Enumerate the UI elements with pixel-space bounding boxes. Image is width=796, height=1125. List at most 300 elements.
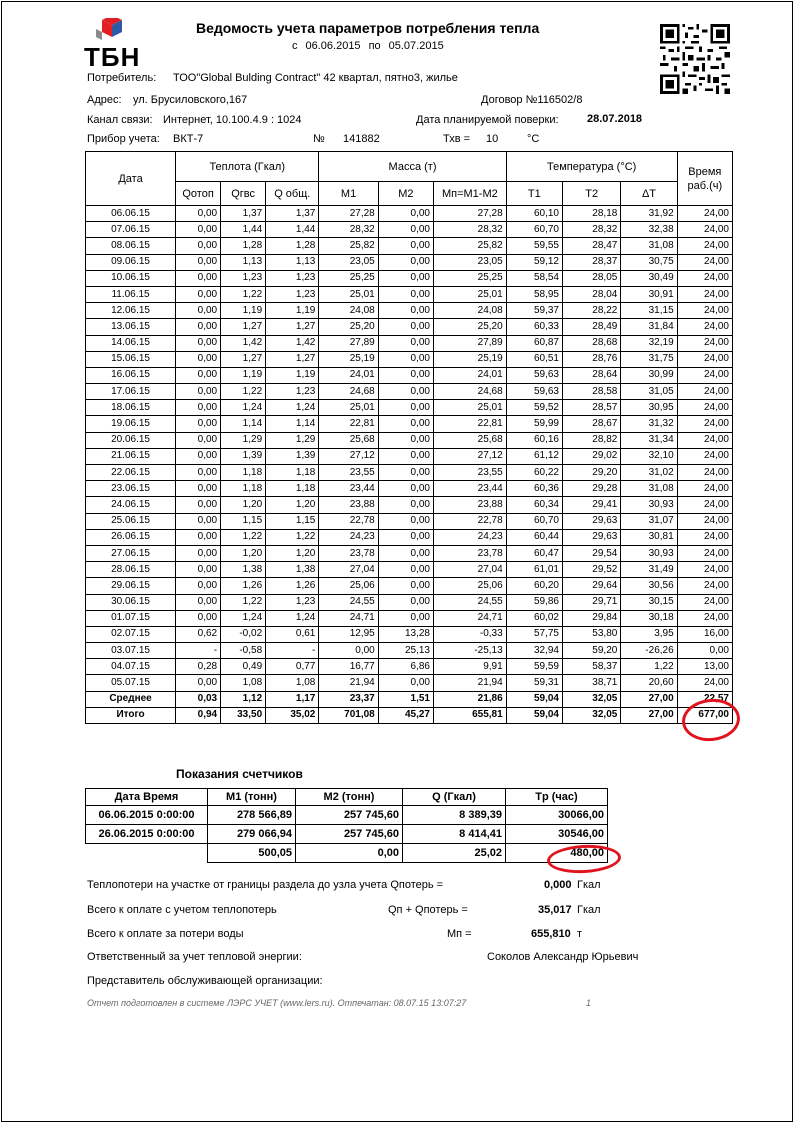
cell-value: 28,64 (562, 367, 620, 383)
cell-value: -0,02 (221, 626, 266, 642)
cell-value: 29,41 (562, 497, 620, 513)
cell-value: 0,00 (378, 238, 433, 254)
cell-value: 1,24 (221, 610, 266, 626)
report-title: Ведомость учета параметров потребления тепла (196, 20, 540, 36)
cell-value: 38,71 (562, 675, 620, 691)
cell-value: 28,68 (562, 335, 620, 351)
cell-value: 24,00 (677, 529, 732, 545)
cell-value: 30,15 (621, 594, 677, 610)
losses-unit: Гкал (577, 879, 601, 891)
cell-value: 0,00 (378, 432, 433, 448)
cell-value: 45,27 (378, 707, 433, 723)
cell-value: 28,18 (562, 206, 620, 222)
average-row (86, 691, 733, 707)
cell-value: 59,86 (506, 594, 562, 610)
cell-value: 30,18 (621, 610, 677, 626)
cell-value: 27,89 (319, 335, 378, 351)
cell-value: 28,32 (319, 222, 378, 238)
table-row (86, 238, 733, 254)
cell-value: 27,28 (434, 206, 507, 222)
cell-value: 1,19 (266, 303, 319, 319)
cell-value: 1,20 (266, 545, 319, 561)
cell-value: 1,26 (221, 578, 266, 594)
cell-value: 29,64 (562, 578, 620, 594)
meters-col-header: Q (Гкал) (403, 789, 506, 806)
cell-value: 22,81 (434, 416, 507, 432)
cell-value: 35,02 (266, 707, 319, 723)
cell-value: 60,51 (506, 351, 562, 367)
cell-value: 25,13 (378, 643, 433, 659)
cell-value: 58,37 (562, 659, 620, 675)
cell-value: 0,00 (176, 206, 221, 222)
cell-value: 0,00 (378, 545, 433, 561)
table-row (86, 335, 733, 351)
cell-value: 31,08 (621, 238, 677, 254)
cell-value: 60,36 (506, 481, 562, 497)
cell-value: 60,70 (506, 222, 562, 238)
water-formula: Mп = (447, 928, 472, 940)
cell-value: 28,22 (562, 303, 620, 319)
cell-value: 0,00 (176, 270, 221, 286)
cell-value: 1,24 (266, 610, 319, 626)
cell-value: 29,84 (562, 610, 620, 626)
cell-value: 1,27 (266, 319, 319, 335)
cell-value: 24,00 (677, 594, 732, 610)
row-label: 17.06.15 (86, 384, 176, 400)
cell-value: 27,04 (434, 562, 507, 578)
cell-value: 23,78 (319, 545, 378, 561)
table-row (86, 610, 733, 626)
pay-label: Всего к оплате с учетом теплопотерь (87, 904, 277, 916)
meters-col-header: Дата Время (86, 789, 208, 806)
cell-value: 0,00 (378, 594, 433, 610)
cell-value: 24,00 (677, 675, 732, 691)
cell-value: 58,54 (506, 270, 562, 286)
cell-value: 0,00 (378, 675, 433, 691)
cell-value: 30,93 (621, 545, 677, 561)
cell-value: 28,58 (562, 384, 620, 400)
cell-value: 1,29 (221, 432, 266, 448)
cell-value: 24,00 (677, 448, 732, 464)
cell-value: 25,01 (319, 286, 378, 302)
col-mass: Масса (т) (319, 152, 506, 182)
cell-value: 21,94 (434, 675, 507, 691)
cell-value: 0,00 (176, 529, 221, 545)
cell-value: 1,13 (221, 254, 266, 270)
cell-value: 31,75 (621, 351, 677, 367)
cell-value: 0,00 (319, 643, 378, 659)
tcw-unit: °C (527, 133, 540, 145)
row-label: 28.06.15 (86, 562, 176, 578)
cell-value: 31,15 (621, 303, 677, 319)
cell-value: 24,01 (434, 367, 507, 383)
cell-value: 25,19 (319, 351, 378, 367)
cell-value: 24,08 (434, 303, 507, 319)
meters-cell: 257 745,60 (296, 806, 403, 825)
cell-value: 0,00 (378, 465, 433, 481)
cell-value: 32,10 (621, 448, 677, 464)
cell-value: 25,06 (319, 578, 378, 594)
table-row (86, 497, 733, 513)
table-row (86, 254, 733, 270)
consumer-value: ТОО"Global Bulding Contract" 42 квартал, пятно3, жилье (173, 72, 458, 84)
cell-value: 23,37 (319, 691, 378, 707)
table-row (86, 270, 733, 286)
cell-value: 25,19 (434, 351, 507, 367)
cell-value: 3,95 (621, 626, 677, 642)
cell-value: 31,49 (621, 562, 677, 578)
row-label: 05.07.15 (86, 675, 176, 691)
device-label: Прибор учета: (87, 133, 160, 145)
cell-value: 25,68 (319, 432, 378, 448)
cell-value: 0,00 (176, 513, 221, 529)
cell-value: 1,22 (221, 286, 266, 302)
cell-value: 1,13 (266, 254, 319, 270)
meters-row (86, 825, 608, 844)
row-label: 21.06.15 (86, 448, 176, 464)
cell-value: 0,62 (176, 626, 221, 642)
cell-value: 0,00 (176, 465, 221, 481)
water-value: 655,810 (531, 928, 571, 940)
cell-value: 1,08 (221, 675, 266, 691)
cell-value: 23,88 (319, 497, 378, 513)
cell-value: 25,68 (434, 432, 507, 448)
meters-cell: 26.06.2015 0:00:00 (86, 825, 208, 844)
cell-value: 0,61 (266, 626, 319, 642)
cell-value: 29,52 (562, 562, 620, 578)
channel-label: Канал связи: (87, 114, 153, 126)
table-row (86, 594, 733, 610)
row-label: 03.07.15 (86, 643, 176, 659)
cell-value: 29,20 (562, 465, 620, 481)
cell-value: 60,22 (506, 465, 562, 481)
row-label: 24.06.15 (86, 497, 176, 513)
cell-value: 0,49 (221, 659, 266, 675)
cell-value: 0,00 (176, 351, 221, 367)
row-label: 29.06.15 (86, 578, 176, 594)
row-label: 22.06.15 (86, 465, 176, 481)
row-label: 04.07.15 (86, 659, 176, 675)
logo-text: ТБН (84, 42, 141, 72)
cell-value: 29,71 (562, 594, 620, 610)
consumer-label: Потребитель: (87, 72, 157, 84)
cell-value: 1,18 (221, 465, 266, 481)
cell-value: 1,22 (221, 384, 266, 400)
row-label: 26.06.15 (86, 529, 176, 545)
col-q-hotwater: Qгвс (221, 182, 266, 206)
cell-value: 31,08 (621, 481, 677, 497)
cell-value: 23,88 (434, 497, 507, 513)
page-number: 1 (586, 998, 592, 1008)
cell-value: 1,23 (266, 286, 319, 302)
meters-cell: 278 566,89 (208, 806, 296, 825)
col-time: Время раб.(ч) (677, 152, 732, 206)
cell-value: 24,00 (677, 270, 732, 286)
cell-value: 24,08 (319, 303, 378, 319)
col-m-diff: Mп=M1-M2 (434, 182, 507, 206)
cell-value: 1,08 (266, 675, 319, 691)
cell-value: 27,12 (319, 448, 378, 464)
table-row (86, 432, 733, 448)
cell-value: 23,44 (434, 481, 507, 497)
cell-value: 25,20 (434, 319, 507, 335)
cell-value: 1,17 (266, 691, 319, 707)
meters-cell: 500,05 (208, 844, 296, 863)
meters-cell: 8 389,39 (403, 806, 506, 825)
meter-readings-table (85, 788, 608, 863)
cell-value: 59,12 (506, 254, 562, 270)
cell-value: 1,22 (621, 659, 677, 675)
col-date: Дата (86, 152, 176, 206)
cell-value: 60,16 (506, 432, 562, 448)
cell-value: 1,14 (266, 416, 319, 432)
row-label: 07.06.15 (86, 222, 176, 238)
cell-value: 23,55 (319, 465, 378, 481)
row-label: 02.07.15 (86, 626, 176, 642)
meters-cell: 279 066,94 (208, 825, 296, 844)
table-row (86, 303, 733, 319)
row-label: 16.06.15 (86, 367, 176, 383)
cell-value: 0,77 (266, 659, 319, 675)
cell-value: 0,00 (176, 432, 221, 448)
row-label: 14.06.15 (86, 335, 176, 351)
cell-value: 1,27 (221, 319, 266, 335)
cell-value: 0,00 (176, 319, 221, 335)
cell-value: 30,75 (621, 254, 677, 270)
cell-value: 59,31 (506, 675, 562, 691)
cell-value: 1,23 (266, 384, 319, 400)
cell-value: 24,00 (677, 286, 732, 302)
col-q-heating: Qотоп (176, 182, 221, 206)
cell-value: 1,14 (221, 416, 266, 432)
cell-value: -0,33 (434, 626, 507, 642)
cell-value: 1,20 (266, 497, 319, 513)
cell-value: 28,05 (562, 270, 620, 286)
table-row (86, 367, 733, 383)
losses-value: 0,000 (544, 879, 572, 891)
cell-value: 0,00 (176, 303, 221, 319)
cell-value: 24,00 (677, 238, 732, 254)
cell-value: 33,50 (221, 707, 266, 723)
cell-value: 24,55 (434, 594, 507, 610)
cell-value: 1,24 (221, 400, 266, 416)
water-unit: т (577, 928, 583, 940)
cell-value: 0,00 (176, 562, 221, 578)
cell-value: 0,00 (378, 497, 433, 513)
cell-value: 0,28 (176, 659, 221, 675)
row-label: 19.06.15 (86, 416, 176, 432)
cell-value: 25,25 (434, 270, 507, 286)
cell-value: 25,82 (319, 238, 378, 254)
cell-value: 0,94 (176, 707, 221, 723)
cell-value: 59,04 (506, 707, 562, 723)
cell-value: 60,20 (506, 578, 562, 594)
col-t1: T1 (506, 182, 562, 206)
cell-value: 29,63 (562, 513, 620, 529)
channel-value: Интернет, 10.100.4.9 : 1024 (163, 114, 302, 126)
cell-value: 27,04 (319, 562, 378, 578)
responsible-label: Ответственный за учет тепловой энергии: (87, 951, 302, 963)
cell-value: 1,37 (266, 206, 319, 222)
cell-value: 1,15 (221, 513, 266, 529)
cell-value: 23,55 (434, 465, 507, 481)
cell-value: 24,00 (677, 513, 732, 529)
cell-value: 701,08 (319, 707, 378, 723)
cell-value: 60,10 (506, 206, 562, 222)
cell-value: 1,28 (266, 238, 319, 254)
cell-value: 58,95 (506, 286, 562, 302)
cell-value: -26,26 (621, 643, 677, 659)
table-row (86, 659, 733, 675)
col-temp: Температура (°C) (506, 152, 677, 182)
cell-value: 0,00 (378, 270, 433, 286)
report-period: с 06.06.2015 по 05.07.2015 (292, 40, 444, 52)
cell-value: 0,00 (176, 254, 221, 270)
cell-value: 1,24 (266, 400, 319, 416)
row-label: 15.06.15 (86, 351, 176, 367)
meters-cell: 8 414,41 (403, 825, 506, 844)
cell-value: 24,00 (677, 497, 732, 513)
table-row (86, 465, 733, 481)
row-label: 08.06.15 (86, 238, 176, 254)
cell-value: 25,25 (319, 270, 378, 286)
cell-value: 59,04 (506, 691, 562, 707)
cell-value: 0,00 (176, 416, 221, 432)
cell-value: 0,03 (176, 691, 221, 707)
row-label: 23.06.15 (86, 481, 176, 497)
cell-value: 21,94 (319, 675, 378, 691)
cell-value: 31,34 (621, 432, 677, 448)
cell-value: 0,00 (378, 351, 433, 367)
cell-value: 0,00 (176, 578, 221, 594)
meters-cell: 30546,00 (506, 825, 608, 844)
row-label: 10.06.15 (86, 270, 176, 286)
cell-value: 28,47 (562, 238, 620, 254)
cell-value: 29,54 (562, 545, 620, 561)
cell-value: - (266, 643, 319, 659)
row-label: 11.06.15 (86, 286, 176, 302)
cell-value: 0,00 (176, 481, 221, 497)
table-row (86, 286, 733, 302)
cell-value: 1,51 (378, 691, 433, 707)
cell-value: 24,68 (319, 384, 378, 400)
cell-value: 30,81 (621, 529, 677, 545)
table-row (86, 222, 733, 238)
cell-value: 24,00 (677, 206, 732, 222)
cell-value: 22,81 (319, 416, 378, 432)
col-t2: T2 (562, 182, 620, 206)
cell-value: 24,00 (677, 481, 732, 497)
cell-value: 22,78 (434, 513, 507, 529)
cell-value: 1,27 (266, 351, 319, 367)
cell-value: 1,44 (221, 222, 266, 238)
table-row (86, 513, 733, 529)
water-label: Всего к оплате за потери воды (87, 928, 244, 940)
cell-value: 29,63 (562, 529, 620, 545)
table-row (86, 319, 733, 335)
cell-value: 6,86 (378, 659, 433, 675)
cell-value: 31,92 (621, 206, 677, 222)
cell-value: 24,23 (319, 529, 378, 545)
cell-value: 20,60 (621, 675, 677, 691)
cell-value: 31,05 (621, 384, 677, 400)
cell-value: 12,95 (319, 626, 378, 642)
cell-value: 24,00 (677, 578, 732, 594)
cell-value: 0,00 (176, 222, 221, 238)
plan-date-label: Дата планируемой поверки: (416, 114, 559, 126)
cell-value: 24,00 (677, 562, 732, 578)
cell-value: 1,37 (221, 206, 266, 222)
cell-value: 31,32 (621, 416, 677, 432)
table-row (86, 384, 733, 400)
cell-value: 1,42 (266, 335, 319, 351)
cell-value: 31,84 (621, 319, 677, 335)
cell-value: 60,87 (506, 335, 562, 351)
cell-value: 24,00 (677, 384, 732, 400)
cell-value: 28,32 (562, 222, 620, 238)
cell-value: 27,00 (621, 691, 677, 707)
cell-value: 1,22 (221, 529, 266, 545)
cell-value: 32,94 (506, 643, 562, 659)
row-label: 20.06.15 (86, 432, 176, 448)
pay-value: 35,017 (538, 904, 572, 916)
cell-value: 59,63 (506, 367, 562, 383)
cell-value: 24,00 (677, 465, 732, 481)
row-label: 30.06.15 (86, 594, 176, 610)
cell-value: 59,99 (506, 416, 562, 432)
cell-value: 0,00 (176, 335, 221, 351)
cell-value: 0,00 (176, 448, 221, 464)
cell-value: 30,99 (621, 367, 677, 383)
cell-value: 59,37 (506, 303, 562, 319)
cell-value: 0,00 (378, 400, 433, 416)
cell-value: 32,05 (562, 707, 620, 723)
cell-value: 59,55 (506, 238, 562, 254)
cell-value: 59,63 (506, 384, 562, 400)
cell-value: 0,00 (378, 335, 433, 351)
meters-row (86, 806, 608, 825)
meters-title: Показания счетчиков (176, 767, 303, 781)
row-label: 06.06.15 (86, 206, 176, 222)
cell-value: 24,00 (677, 545, 732, 561)
cell-value: 24,00 (677, 254, 732, 270)
meters-col-header: M1 (тонн) (208, 789, 296, 806)
cell-value: 30,91 (621, 286, 677, 302)
cell-value: 28,76 (562, 351, 620, 367)
cell-value: 0,00 (378, 513, 433, 529)
cell-value: 60,33 (506, 319, 562, 335)
cell-value: 30,93 (621, 497, 677, 513)
row-label: 18.06.15 (86, 400, 176, 416)
cell-value: 1,29 (266, 432, 319, 448)
table-row (86, 481, 733, 497)
cell-value: 28,04 (562, 286, 620, 302)
cell-value: 32,38 (621, 222, 677, 238)
table-row (86, 545, 733, 561)
cell-value: 59,59 (506, 659, 562, 675)
table-row (86, 448, 733, 464)
cell-value: 24,55 (319, 594, 378, 610)
cell-value: 24,00 (677, 222, 732, 238)
cell-value: -25,13 (434, 643, 507, 659)
col-delta-t: ΔT (621, 182, 677, 206)
cell-value: 28,57 (562, 400, 620, 416)
cell-value: 0,00 (176, 497, 221, 513)
cell-value: 28,37 (562, 254, 620, 270)
qr-code-icon (660, 24, 730, 94)
cell-value: 24,00 (677, 351, 732, 367)
cell-value: 0,00 (176, 384, 221, 400)
